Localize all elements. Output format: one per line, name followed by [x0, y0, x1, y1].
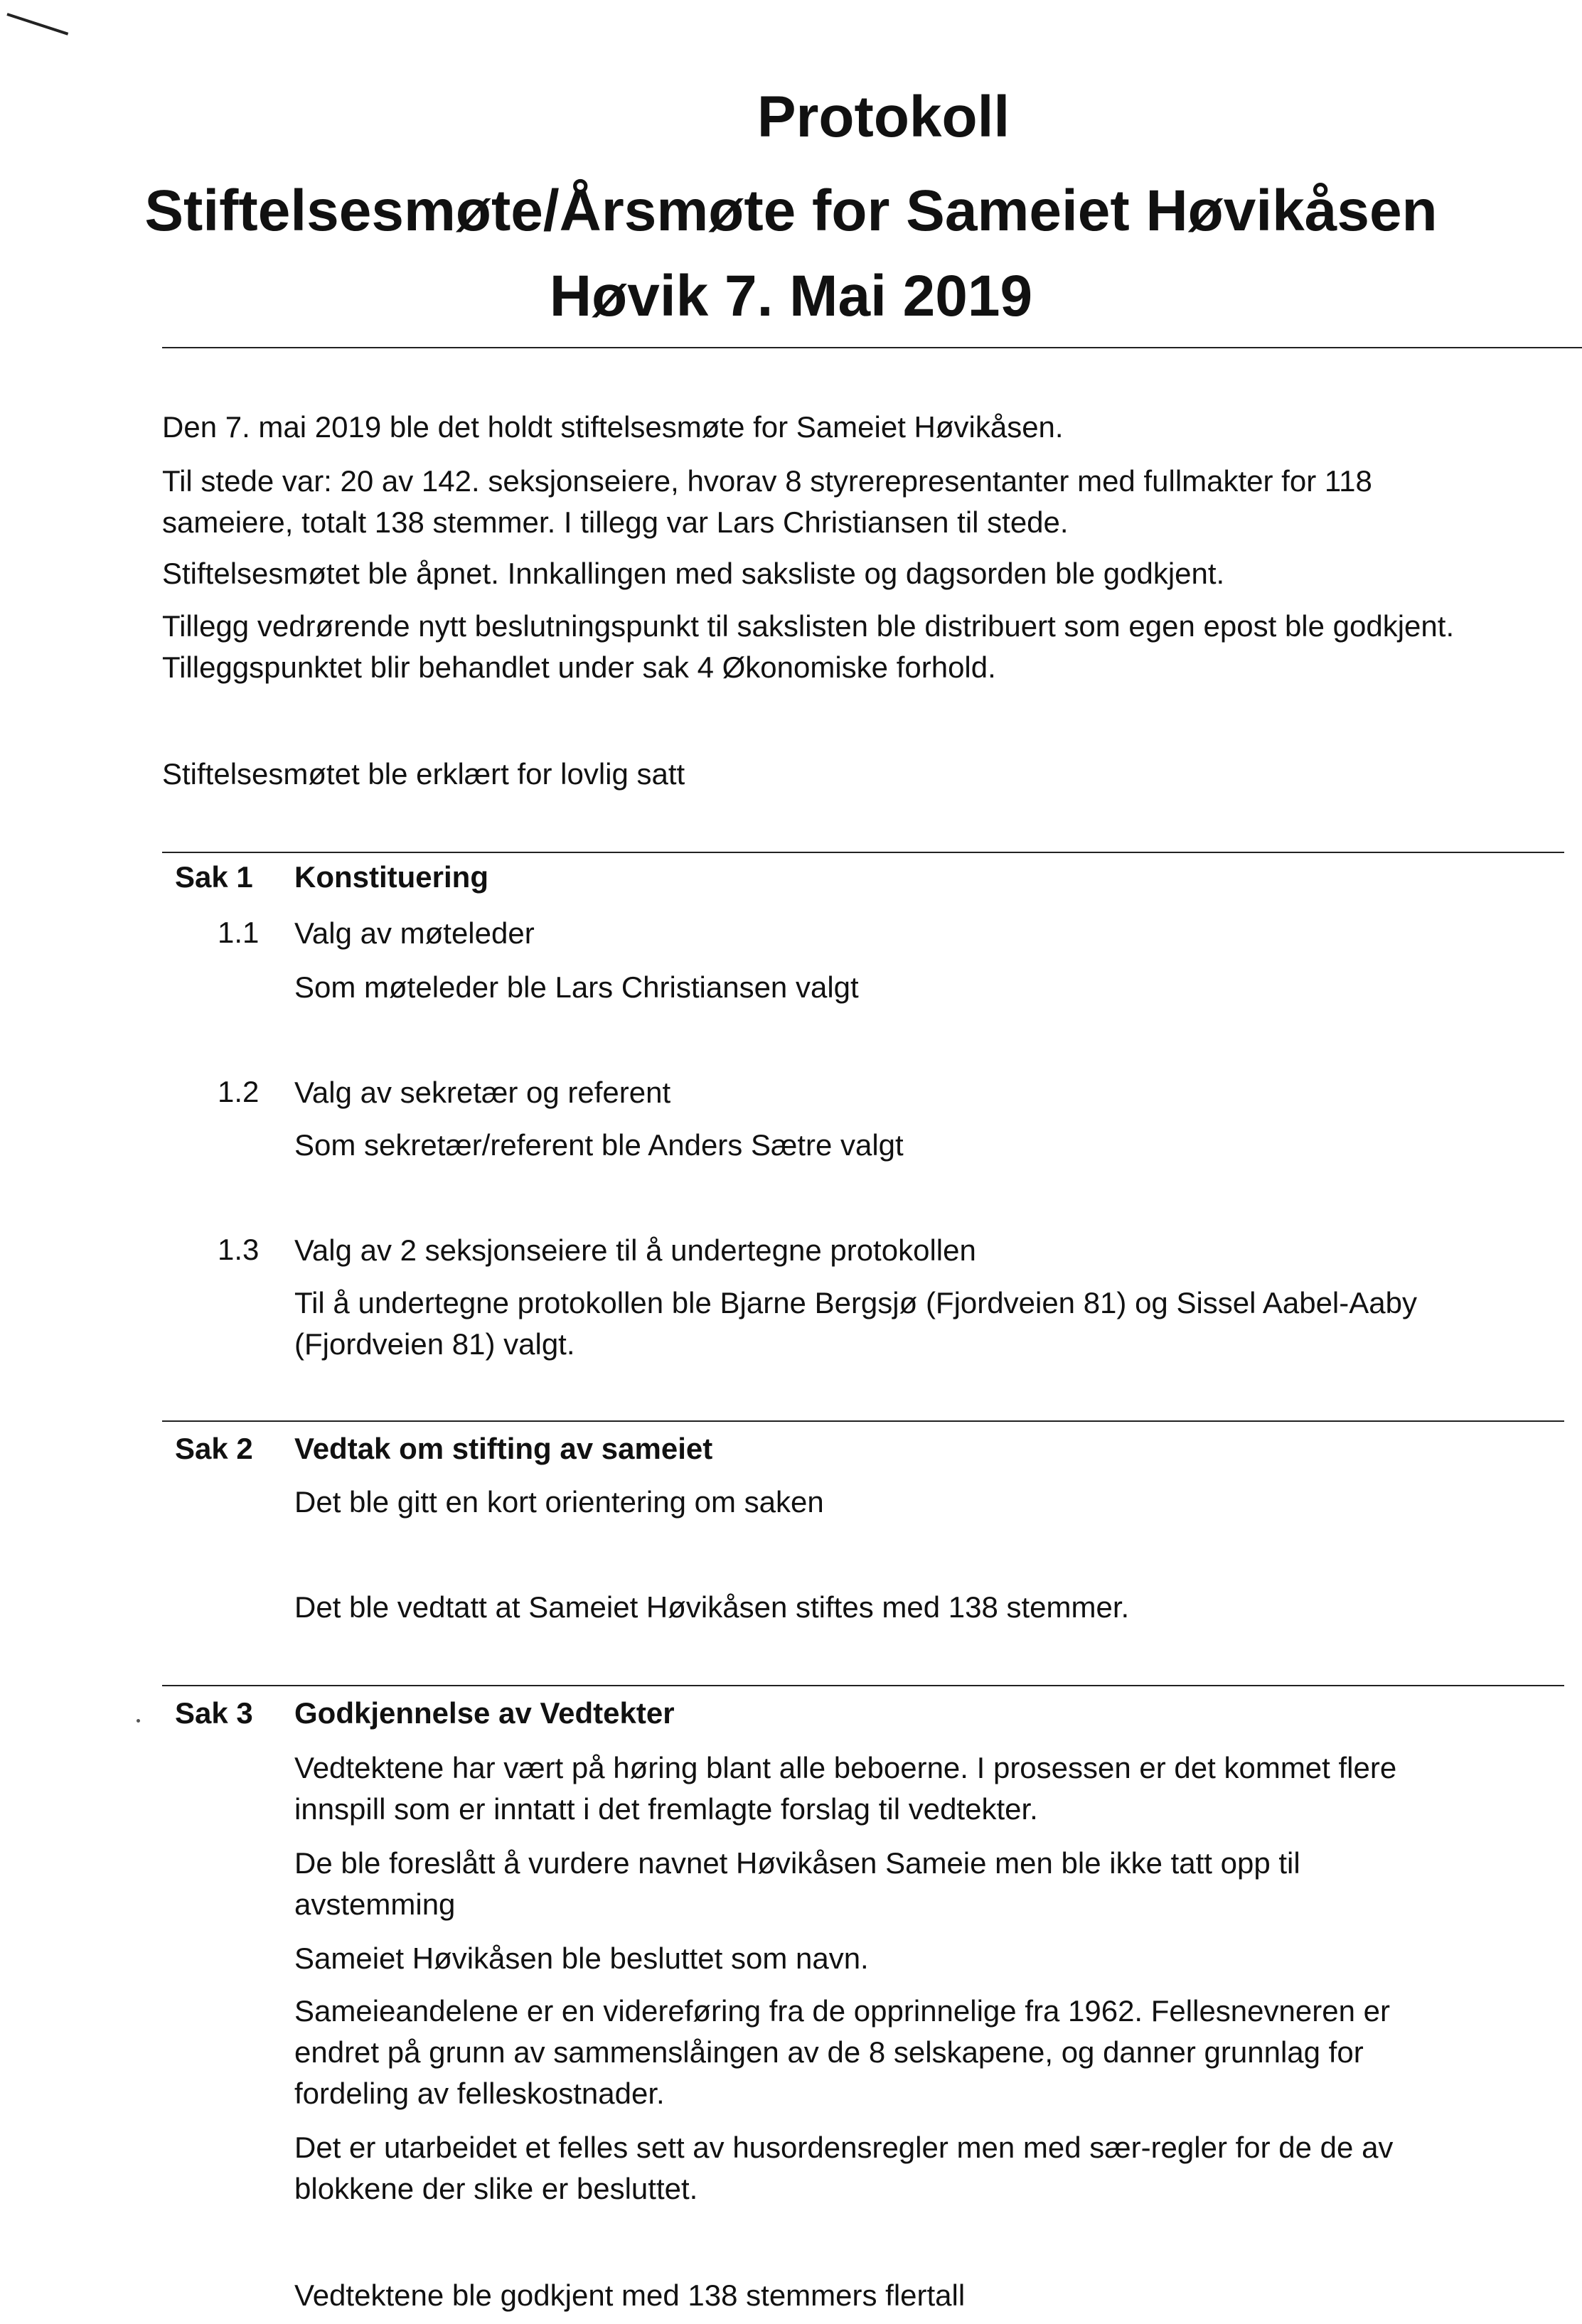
document-title: Protokoll: [757, 85, 1010, 149]
sak-3-paragraph-3: Sameiet Høvikåsen ble besluttet som navn.: [294, 1942, 869, 1975]
sak-1-label: Sak 1: [175, 860, 253, 894]
item-1-3-text: Til å undertegne protokollen ble Bjarne Bergsjø (Fjordveien 81) og Sissel Aabel-Aaby (Fjordveien 81) valgt.: [294, 1286, 1417, 1361]
sak-1-title: Konstituering: [294, 860, 488, 894]
item-1-1-number: 1.1: [218, 916, 260, 949]
sak-3-paragraph-5: Det er utarbeidet et felles sett av husordensregler men med sær-regler for de de av blokkene der slike er besluttet.: [294, 2131, 1394, 2205]
intro-paragraph-2: Til stede var: 20 av 142. seksjonseiere, hvorav 8 styrerepresentanter med fullmakter for 118 sameiere, totalt 138 stemmer. I tillegg var Lars Christiansen til stede.: [162, 464, 1372, 539]
intro-paragraph-4: Tillegg vedrørende nytt beslutningspunkt til sakslisten ble distribuert som egen epost ble godkjent. Tilleggspunktet blir behandlet under sak 4 Økonomiske forhold.: [162, 609, 1455, 684]
sak-3-paragraph-2: De ble foreslått å vurdere navnet Høvikåsen Sameie men ble ikke tatt opp til avstemming: [294, 1846, 1300, 1921]
document-subtitle: Stiftelsesmøte/Årsmøte for Sameiet Høvikåsen: [144, 178, 1438, 243]
header-divider: [162, 347, 1582, 348]
item-1-2-heading: Valg av sekretær og referent: [294, 1076, 671, 1109]
sak-3-paragraph-1: Vedtektene har vært på høring blant alle beboerne. I prosessen er det kommet flere innspill som er inntatt i det fremlagte forslag til vedtekter.: [294, 1751, 1397, 1826]
section-divider-2: [162, 1420, 1564, 1422]
item-1-3-heading: Valg av 2 seksjonseiere til å undertegne protokollen: [294, 1233, 976, 1267]
sak-3-paragraph-6: Vedtektene ble godkjent med 138 stemmers flertall: [294, 2279, 966, 2312]
sak-2-text-2: Det ble vedtatt at Sameiet Høvikåsen stiftes med 138 stemmer.: [294, 1590, 1130, 1624]
item-1-3-number: 1.3: [218, 1233, 260, 1266]
intro-paragraph-5: Stiftelsesmøtet ble erklært for lovlig satt: [162, 757, 685, 791]
document-place-date: Høvik 7. Mai 2019: [549, 264, 1033, 328]
intro-paragraph-1: Den 7. mai 2019 ble det holdt stiftelsesmøte for Sameiet Høvikåsen.: [162, 410, 1064, 444]
sak-2-text-1: Det ble gitt en kort orientering om saken: [294, 1485, 824, 1519]
sak-3-title: Godkjennelse av Vedtekter: [294, 1696, 675, 1730]
sak-3-paragraph-4: Sameieandelene er en videreføring fra de opprinnelige fra 1962. Fellesnevneren er endret på grunn av sammenslåingen av de 8 selskapene, og danner grunnlag for fordeling av felleskostnader.: [294, 1994, 1390, 2110]
stray-dot: [137, 1719, 140, 1723]
scan-pen-mark: [6, 13, 68, 36]
sak-2-label: Sak 2: [175, 1432, 253, 1465]
item-1-2-text: Som sekretær/referent ble Anders Sætre valgt: [294, 1128, 904, 1162]
item-1-1-heading: Valg av møteleder: [294, 916, 535, 950]
section-divider-1: [162, 852, 1564, 853]
item-1-2-number: 1.2: [218, 1075, 260, 1108]
sak-2-title: Vedtak om stifting av sameiet: [294, 1432, 713, 1465]
item-1-1-text: Som møteleder ble Lars Christiansen valgt: [294, 970, 859, 1004]
sak-3-label: Sak 3: [175, 1696, 253, 1730]
section-divider-3: [162, 1685, 1564, 1686]
intro-paragraph-3: Stiftelsesmøtet ble åpnet. Innkallingen med saksliste og dagsorden ble godkjent.: [162, 557, 1225, 590]
